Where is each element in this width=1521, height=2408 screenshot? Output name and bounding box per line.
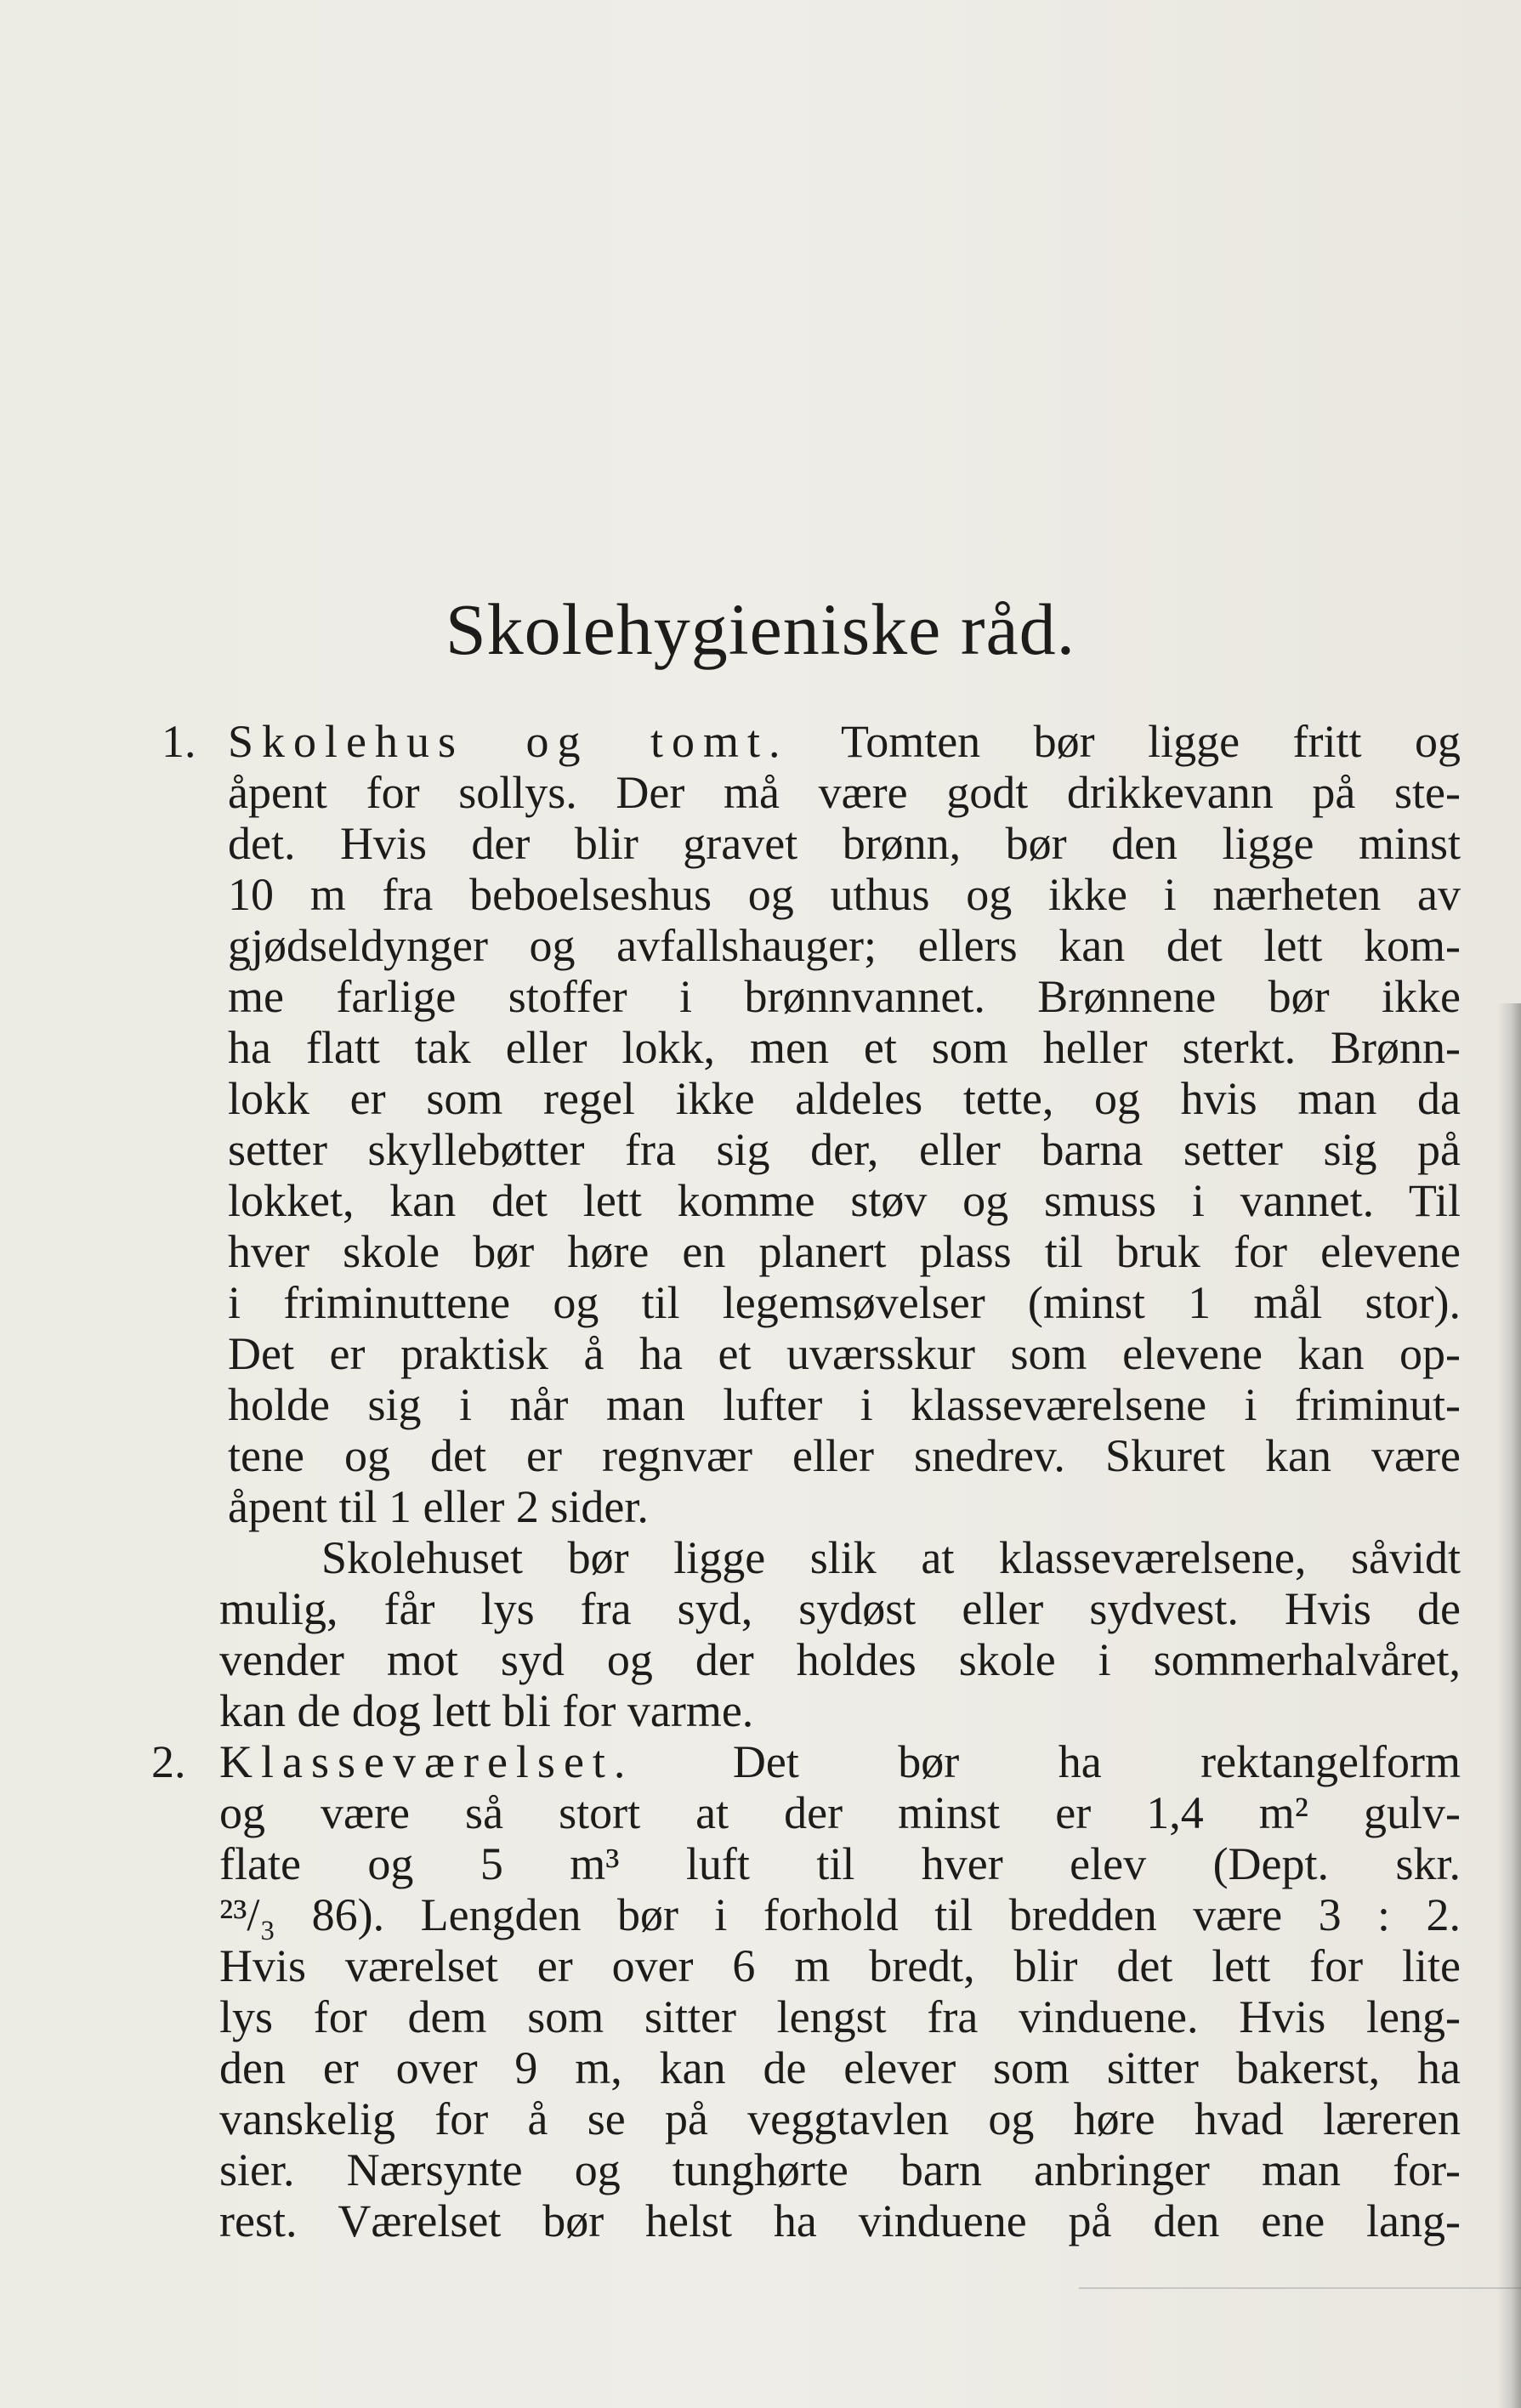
page-title: Skolehygieniske råd. [445,588,1076,670]
section-1-line-3: 10 m fra beboelseshus og uthus og ikke i nærheten av [228,869,1461,920]
section-1-p2-line-0: Skolehuset bør ligge slik at klasseværelsene, såvidt [321,1532,1461,1583]
section-1-line-5: me farlige stoffer i brønnvannet. Brønnene bør ikke [228,971,1461,1022]
section-2-heading: Klasseværelset. [219,1736,634,1787]
section-2-line-6: den er over 9 m, kan de elever som sitter bakerst, ha [219,2042,1461,2093]
section-1-line-9: lokket, kan det lett komme støv og smuss i vannet. Til [228,1175,1461,1226]
section-1-line-1: åpent for sollys. Der må være godt drikkevann på ste- [228,767,1461,818]
body-text [151,716,1461,2246]
section-2-line-1: og være så stort at der minst er 1,4 m² gulv- [219,1787,1461,1838]
section-2-line-4: Hvis værelset er over 6 m bredt, blir det lett for lite [219,1940,1461,1991]
section-2-line-3: ²³/₃ 86). Lengden bør i forhold til bredden være 3 : 2. [219,1889,1461,1940]
section-1-line-15: åpent til 1 eller 2 sider. [228,1481,649,1532]
page-corner-fold [1079,2287,1521,2408]
section-1-line-13: holde sig i når man lufter i klasseværelsene i friminut- [228,1379,1461,1430]
section-1-line-6: ha flatt tak eller lokk, men et som heller sterkt. Brønn- [228,1022,1461,1073]
section-2-line-7: vanskelig for å se på veggtavlen og høre hvad læreren [219,2093,1461,2144]
section-1-first-line [162,716,1461,767]
section-1-line-7: lokk er som regel ikke aldeles tette, og hvis man da [228,1073,1461,1124]
section-1-line-8: setter skyllebøtter fra sig der, eller barna setter sig på [228,1124,1461,1175]
section-2-line-2: flate og 5 m³ luft til hver elev (Dept. skr. [219,1838,1461,1889]
section-2-line-9: rest. Værelset bør helst ha vinduene på den ene lang- [219,2195,1461,2246]
section-1-line-12: Det er praktisk å ha et uværsskur som elevene kan op- [228,1328,1461,1379]
section-1-p2-line-1: mulig, får lys fra syd, sydøst eller sydvest. Hvis de [219,1583,1461,1634]
section-1-line-14: tene og det er regnvær eller snedrev. Skuret kan være [228,1430,1461,1481]
section-2-line-0: Det bør ha rektangelform [732,1736,1461,1787]
section-1-line-4: gjødseldynger og avfallshauger; ellers kan det lett kom- [228,920,1461,971]
section-2-line-5: lys for dem som sitter lengst fra vinduene. Hvis leng- [219,1991,1461,2042]
section-2-line-8: sier. Nærsynte og tunghørte barn anbringer man for- [219,2144,1461,2195]
section-2-number: 2. [151,1736,186,1787]
page-edge-shadow [1497,1003,1521,2408]
section-1-p2-line-3: kan de dog lett bli for varme. [219,1685,754,1736]
section-1-line-10: hver skole bør høre en planert plass til bruk for elevene [228,1226,1461,1277]
section-1-line-11: i friminuttene og til legemsøvelser (minst 1 mål stor). [228,1277,1461,1328]
section-2-first-line [151,1736,1461,1787]
section-1-line-2: det. Hvis der blir gravet brønn, bør den ligge minst [228,818,1461,869]
section-1-line-0: Tomten bør ligge fritt og [840,716,1461,767]
section-1-number: 1. [162,716,196,767]
section-1-p2-line-2: vender mot syd og der holdes skole i sommerhalvåret, [219,1634,1461,1685]
section-1-heading: Skolehus og tomt. [228,716,789,767]
